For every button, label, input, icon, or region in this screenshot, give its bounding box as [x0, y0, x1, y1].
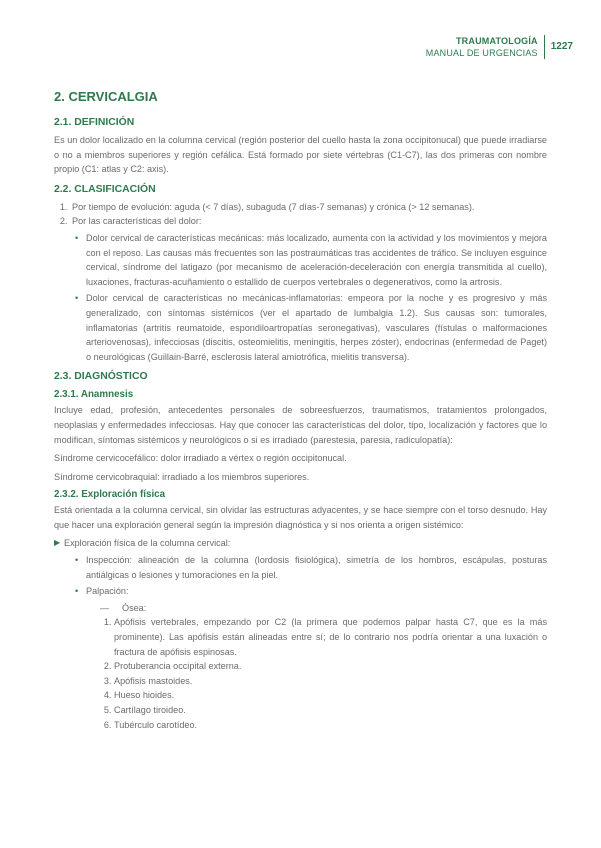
classification-item-1: 1. Por tiempo de evolución: aguda (< 7 días), subaguda (7 días-7 semanas) y crónica (> 12 semanas).: [70, 200, 547, 215]
palpation-point-4: 4. Hueso hioides.: [114, 688, 547, 703]
pain-type-inflammatory: • Dolor cervical de características no mecánicas-inflamatorias: empeora por la noche y es progresivo y más generalizado, con síntomas sistémicos (ver el apartado de lumbalgia 1.2). Sus causas son: tumorales, inflamatorias (artritis reumatoide, espondiloartropatías seronegativas), vasculares (fístulas o malformaciones arteriovenosas), infecciosas (discitis, osteomielitis, meningitis, herpes zóster), endocrinas (enfermedad de Paget) o neurológicas (Guillain-Barré, esclerosis lateral amiotrófica, mielitis transversa).: [86, 291, 547, 364]
exploration-arrow-text: Exploración física de la columna cervical:: [64, 538, 231, 549]
inspection-item: • Inspección: alineación de la columna (lordosis fisiológica), simetría de los hombros, escápulas, posturas antiálgicas o lesiones y tumoraciones en la piel.: [86, 553, 547, 582]
palpation-point-5: 5. Cartílago tiroideo.: [114, 703, 547, 718]
osseous-row: [100, 601, 547, 616]
exploration-heading: 2.3.2. Exploración física: [54, 489, 166, 501]
classification-item-2: [70, 214, 547, 364]
pain-types-list: [72, 231, 547, 364]
triangle-bullet-icon: ▶: [54, 538, 61, 548]
exploration-bullets: [54, 553, 547, 599]
exploration-text: Está orientada a la columna cervical, sin olvidar las estructuras adyacentes, y se hace siempre con el torso desnudo. Hay que hacer una exploración general según la impresión diagnóstica y si nos orienta a origen sistémico:: [54, 505, 547, 530]
section-title: 2. CERVICALGIA: [54, 89, 158, 104]
palpation-point-6: 6. Tubérculo carotídeo.: [114, 718, 547, 733]
classification-heading: 2.2. CLASIFICACIÓN: [54, 183, 156, 195]
anamnesis-text: Incluye edad, profesión, antecedentes personales de sobreesfuerzos, traumatismos, tratamientos prolongados, neoplasias y enfermedades infecciosas. Hay que conocer las características del dolor, tipo, localización y factores que lo modifican, síntomas sistémicos y neurológicos o si es irradiado (parestesia, paresia, radiculopatía):: [54, 405, 547, 445]
exploration-arrow-item: [54, 536, 547, 551]
header-titles: [426, 35, 545, 59]
header-title: TRAUMATOLOGÍA: [455, 36, 538, 46]
palpation-point-2: 2. Protuberancia occipital externa.: [114, 659, 547, 674]
definition-text: Es un dolor localizado en la columna cervical (región posterior del cuello hasta la zona occipitonucal) que puede irradiarse o no a miembros superiores y región cefálica. Está formado por siete vértebras (C1-C7), las dos primeras con nombre propio (C1: atlas y C2: axis).: [54, 135, 547, 175]
classification-item-2-text: Por las características del dolor:: [72, 216, 202, 227]
pain-type-mechanical: • Dolor cervical de características mecánicas: más localizado, aumenta con la actividad y los movimientos y mejora con el reposo. Las causas más frecuentes son las postraumáticas tras accidentes de tráfico. Se incluyen esguince cervical, síndrome del latigazo (por mecanismo de aceleración-deceleración con energía transmitida al cuello), luxaciones, fracturas-acuñamiento o estallido de cuerpos vertebrales o degenerativos, como la artrosis.: [86, 231, 547, 289]
anamnesis-heading: 2.3.1. Anamnesis: [54, 389, 134, 401]
palpation-item: • Palpación:: [86, 584, 547, 599]
cervicocephalic-syndrome: Síndrome cervicocefálico: dolor irradiado a vértex o región occipitonucal.: [54, 453, 347, 464]
header-subtitle: MANUAL DE URGENCIAS: [425, 48, 538, 58]
palpation-numbered-list: [54, 615, 547, 732]
page-content: [54, 88, 547, 732]
classification-list: [54, 200, 547, 365]
dash-bullet-icon: —: [100, 602, 110, 613]
palpation-point-3: 3. Apófisis mastoides.: [114, 674, 547, 689]
running-header: [426, 35, 573, 59]
definition-heading: 2.1. DEFINICIÓN: [54, 117, 135, 128]
page-number: 1227: [550, 41, 573, 52]
osseous-label: Ósea:: [122, 602, 147, 613]
cervicobrachial-syndrome: Síndrome cervicobraquial: irradiado a los miembros superiores.: [54, 471, 310, 482]
diagnosis-heading: 2.3. DIAGNÓSTICO: [54, 371, 148, 383]
palpation-point-1: 1. Apófisis vertebrales, empezando por C2 (la primera que podemos palpar hasta C7, que es la más prominente). Las apófisis están alineadas entre sí; de lo contrario nos podría orientar a una luxación o fractura de apófisis espinosas.: [114, 615, 547, 659]
